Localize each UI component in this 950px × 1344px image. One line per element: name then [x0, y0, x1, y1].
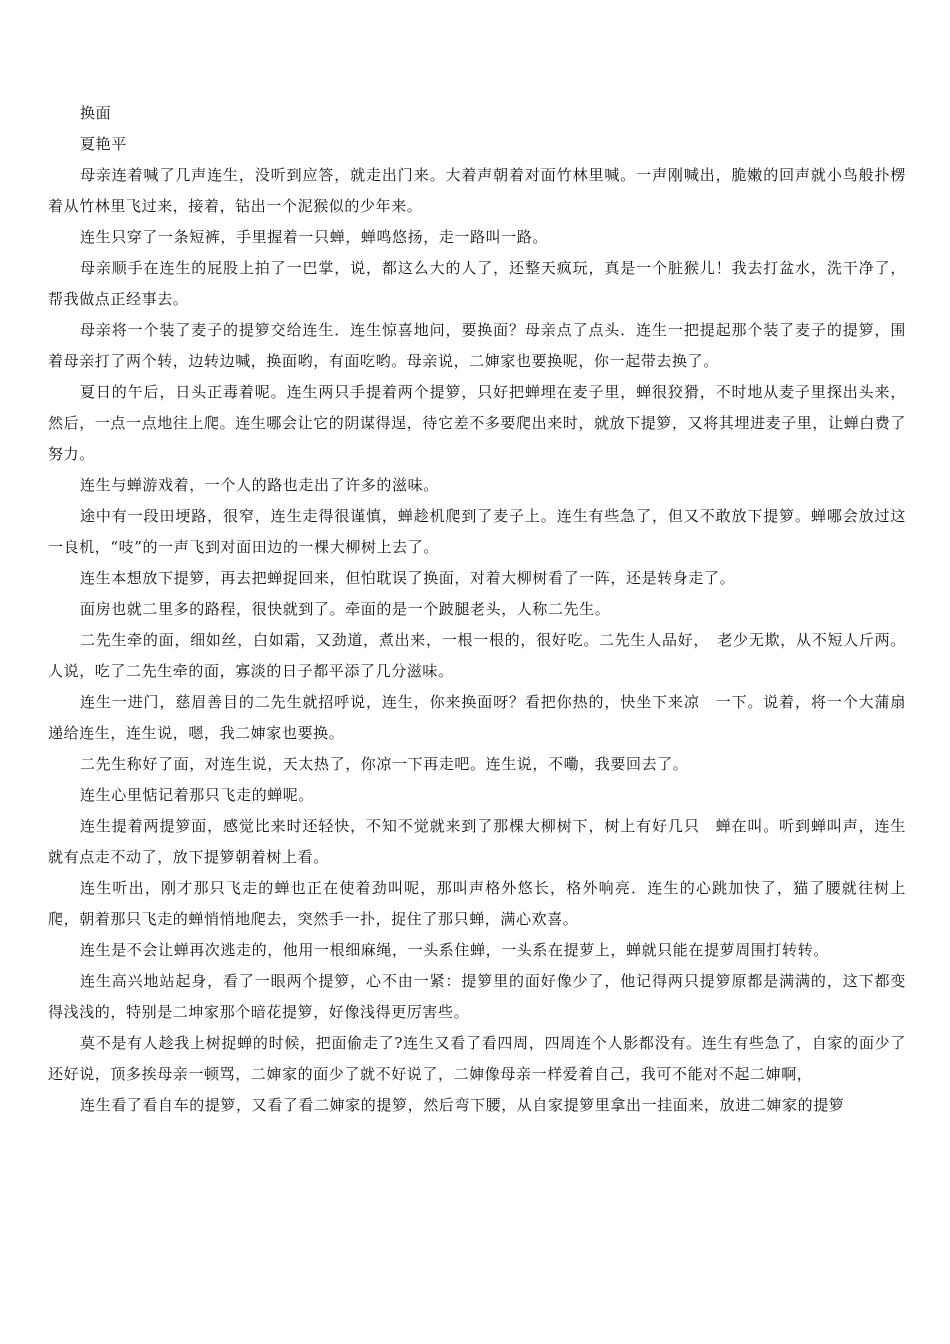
paragraph: 连生是不会让蝉再次逃走的，他用一根细麻绳，一头系住蝉，一头系在提萝上，蝉就只能在提萝周围打转转。 — [80, 941, 829, 959]
paragraph: 母亲将一个装了麦子的提箩交给连生．连生惊喜地问，要换面？母亲点了点头．连生一把提起那个装了麦子的提箩，围着母亲打了两个转，边转边喊，换面哟，有面吃哟。母亲说，二婶家也要换呢，你一起带去换了。 — [48, 321, 906, 370]
paragraph: 母亲连着喊了几声连生，没听到应答，就走出门来。大着声朝着对面竹林里喊。一声刚喊出，脆嫩的回声就小鸟般扑楞着从竹林里飞过来，接着，钻出一个泥猴似的少年来。 — [48, 166, 906, 215]
paragraph: 二先生牵的面，细如丝，白如霜，又劲道，煮出来，一根一根的，很好吃。二先生人品好， 老少无欺，从不短人斤两。人说，吃了二先生牵的面，寡淡的日子都平添了几分滋味。 — [48, 631, 906, 680]
paragraph: 连生只穿了一条短裤，手里握着一只蝉，蝉鸣悠扬，走一路叫一路。 — [80, 228, 549, 246]
article-body — [48, 98, 906, 1121]
paragraph: 途中有一段田埂路，很窄，连生走得很谨慎，蝉趁机爬到了麦子上。连生有些急了，但又不敢放下提箩。蝉哪会放过这一良机，“吱”的一声飞到对面田边的一棵大柳树上去了。 — [48, 507, 906, 556]
paragraph: 连生提着两提箩面，感觉比来时还轻快，不知不觉就来到了那棵大柳树下，树上有好几只 蝉在叫。听到蝉叫声，连生就有点走不动了，放下提箩朝着树上看。 — [48, 817, 906, 866]
paragraph: 夏日的午后，日头正毒着呢。连生两只手提着两个提箩，只好把蝉埋在麦子里，蝉很狡猾，不时地从麦子里探出头来，然后，一点一点地往上爬。连生哪会让它的阴谋得逞，待它差不多要爬出来时，就放下提箩，又将其埋进麦子里，让蝉白费了努力。 — [48, 383, 907, 463]
paragraph: 连生心里惦记着那只飞走的蝉呢。 — [80, 786, 315, 804]
article-title: 换面 — [80, 104, 112, 122]
paragraph: 母亲顺手在连生的屁股上拍了一巴掌，说，都这么大的人了，还整天疯玩，真是一个脏猴儿！我去打盆水，洗干净了，帮我做点正经事去。 — [48, 259, 906, 308]
paragraph: 连生与蝉游戏着，一个人的路也走出了许多的滋味。 — [80, 476, 439, 494]
paragraph: 连生一进门，慈眉善目的二先生就招呼说，连生，你来换面呀？看把你热的，快坐下来凉 一下。说着，将一个大蒲扇递给连生，连生说，嗯，我二婶家也要换。 — [48, 693, 906, 742]
paragraph: 二先生称好了面，对连生说，天太热了，你凉一下再走吧。连生说，不嘞，我要回去了。 — [80, 755, 689, 773]
paragraph: 莫不是有人趁我上树捉蝉的时候，把面偷走了?连生又看了看四周，四周连个人影都没有。连生有些急了，自家的面少了还好说，顶多挨母亲一顿骂，二婶家的面少了就不好说了，二婶像母亲一样爱着自己，我可不能对不起二婶啊， — [48, 1034, 906, 1083]
paragraph: 连生高兴地站起身，看了一眼两个提箩，心不由一紧：提箩里的面好像少了，他记得两只提箩原都是满满的，这下都变得浅浅的，特别是二坤家那个暗花提箩，好像浅得更厉害些。 — [48, 972, 906, 1021]
paragraph: 面房也就二里多的路程，很快就到了。牵面的是一个跛腿老头，人称二先生。 — [80, 600, 611, 618]
article-author: 夏艳平 — [80, 135, 127, 153]
paragraph: 连生本想放下提箩，再去把蝉捉回来，但怕耽误了换面，对着大柳树看了一阵，还是转身走了。 — [80, 569, 736, 587]
paragraph: 连生看了看自车的提箩，又看了看二婶家的提箩，然后弯下腰，从自家提箩里拿出一挂面来，放进二婶家的提箩 — [80, 1096, 845, 1114]
paragraph: 连生听出，刚才那只飞走的蝉也正在使着劲叫呢，那叫声格外悠长，格外响亮．连生的心跳加快了，猫了腰就往树上爬，朝着那只飞走的蝉悄悄地爬去，突然手一扑，捉住了那只蝉，满心欢喜。 — [48, 879, 906, 928]
